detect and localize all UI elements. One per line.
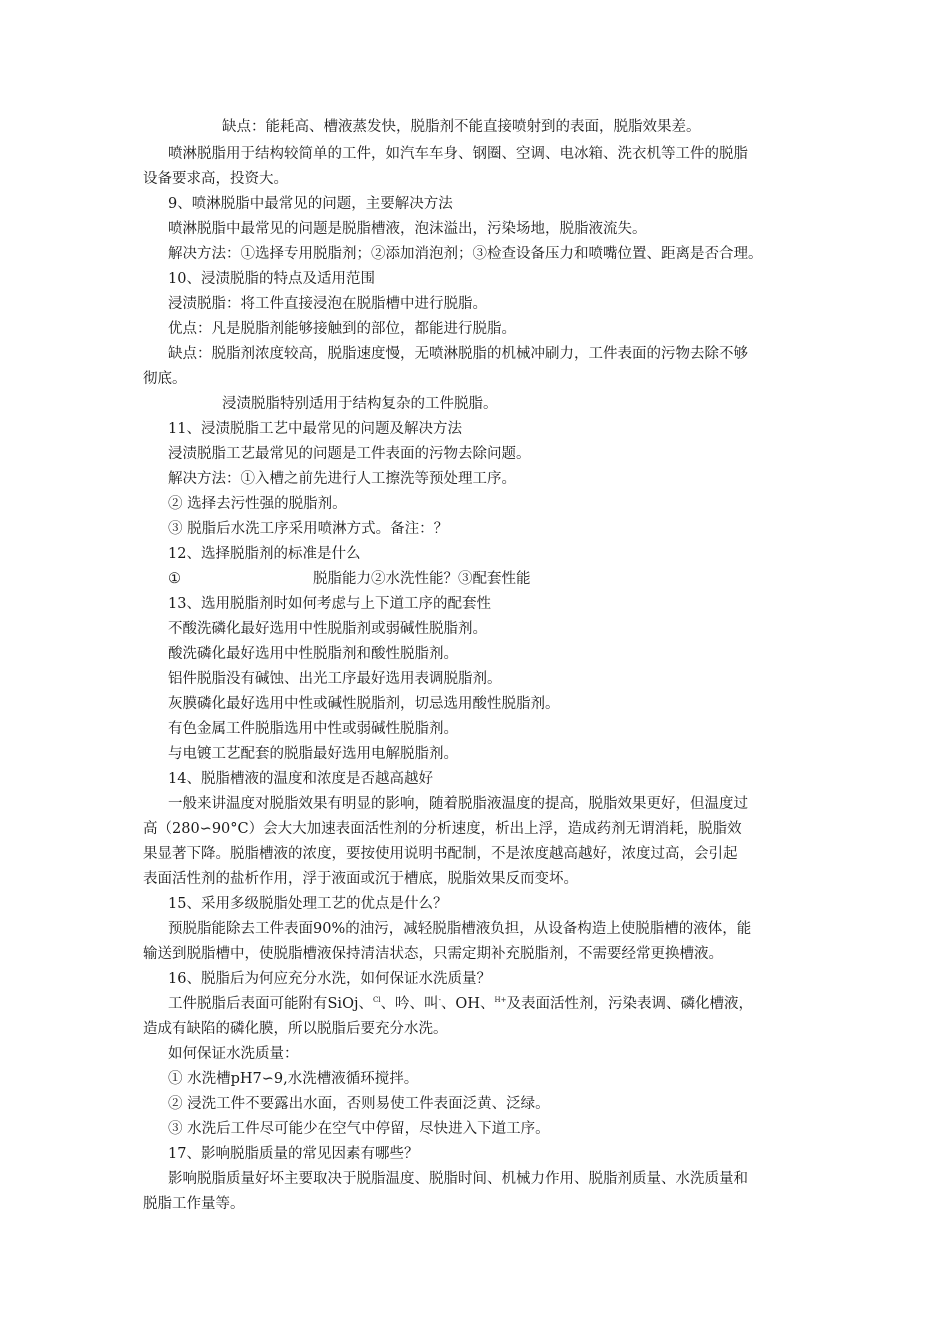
text-line: 有色金属工件脱脂选用中性或弱碱性脱脂剂。 bbox=[168, 721, 458, 737]
list-item: ② 选择去污性强的脱脂剂。 bbox=[168, 496, 347, 512]
list-item: ③ 水洗后工件尽可能少在空气中停留，尽快进入下道工序。 bbox=[168, 1121, 550, 1137]
superscript: + bbox=[500, 996, 507, 1005]
text-segment: 工件脱脂后表面可能附有SiOj、 bbox=[168, 996, 373, 1012]
text-line: 脱脂工作量等。 bbox=[143, 1196, 245, 1212]
text-line: 不酸洗磷化最好选用中性脱脂剂或弱碱性脱脂剂。 bbox=[168, 621, 487, 637]
text-line: 解决方法：①选择专用脱脂剂；②添加消泡剂；③检查设备压力和喷嘴位置、距离是否合理。 bbox=[168, 246, 763, 262]
text-line: 彻底。 bbox=[143, 371, 187, 387]
heading-13: 13、选用脱脂剂时如何考虑与上下道工序的配套性 bbox=[168, 596, 491, 612]
superscript: - bbox=[438, 996, 441, 1005]
text-line: 浸渍脱脂特别适用于结构复杂的工件脱脂。 bbox=[222, 396, 498, 412]
text-segment: 及表面活性剂，污染表调、磷化槽液， bbox=[506, 996, 753, 1012]
heading-17: 17、影响脱脂质量的常见因素有哪些？ bbox=[168, 1146, 419, 1162]
text-line: 预脱脂能除去工件表面90%的油污，减轻脱脂槽液负担，从设备构造上使脱脂槽的液体，能 bbox=[168, 921, 752, 937]
text-line: 脱脂能力②水洗性能？③配套性能 bbox=[313, 571, 531, 587]
text-line: 喷淋脱脂用于结构较简单的工件，如汽车车身、钢圈、空调、电冰箱、洗衣机等工件的脱脂 bbox=[168, 146, 748, 162]
text-line: 高（280∽90°C）会大大加速表面活性剂的分析速度，析出上浮，造成药剂无谓消耗，脱脂效 bbox=[143, 821, 742, 837]
heading-15: 15、采用多级脱脂处理工艺的优点是什么？ bbox=[168, 896, 448, 912]
list-item: ③ 脱脂后水洗工序采用喷淋方式。备注：？ bbox=[168, 521, 449, 537]
heading-11: 11、浸渍脱脂工艺中最常见的问题及解决方法 bbox=[168, 421, 462, 437]
text-line: 浸渍脱脂：将工件直接浸泡在脱脂槽中进行脱脂。 bbox=[168, 296, 487, 312]
heading-14: 14、脱脂槽液的温度和浓度是否越高越好 bbox=[168, 771, 433, 787]
text-line: 喷淋脱脂中最常见的问题是脱脂槽液，泡沫溢出，污染场地，脱脂液流失。 bbox=[168, 221, 647, 237]
heading-10: 10、浸渍脱脂的特点及适用范围 bbox=[168, 271, 375, 287]
list-item: ② 浸洗工件不要露出水面，否则易使工件表面泛黄、泛绿。 bbox=[168, 1096, 550, 1112]
list-item: ① 水洗槽pH7∽9,水洗槽液循环搅拌。 bbox=[168, 1071, 419, 1087]
heading-16: 16、脱脂后为何应充分水洗，如何保证水洗质量？ bbox=[168, 971, 491, 987]
text-line-with-formulas bbox=[168, 994, 753, 1014]
list-marker: ① bbox=[168, 571, 181, 587]
superscript: Cl bbox=[372, 996, 381, 1005]
text-line: 影响脱脂质量好坏主要取决于脱脂温度、脱脂时间、机械力作用、脱脂剂质量、水洗质量和 bbox=[168, 1171, 748, 1187]
text-line: 浸渍脱脂工艺最常见的问题是工件表面的污物去除问题。 bbox=[168, 446, 531, 462]
text-line: 表面活性剂的盐析作用，浮于液面或沉于槽底，脱脂效果反而变坏。 bbox=[143, 871, 578, 887]
text-segment: 、OH、 bbox=[440, 996, 495, 1012]
heading-9: 9、喷淋脱脂中最常见的问题，主要解决方法 bbox=[168, 196, 453, 212]
text-line: 造成有缺陷的磷化膜，所以脱脂后要充分水洗。 bbox=[143, 1021, 448, 1037]
text-line: 灰膜磷化最好选用中性或碱性脱脂剂，切忌选用酸性脱脂剂。 bbox=[168, 696, 560, 712]
text-line: 一般来讲温度对脱脂效果有明显的影响，随着脱脂液温度的提高，脱脂效果更好，但温度过 bbox=[168, 796, 748, 812]
text-line: 如何保证水洗质量： bbox=[168, 1046, 299, 1062]
text-line: 缺点：能耗高、槽液蒸发快，脱脂剂不能直接喷射到的表面，脱脂效果差。 bbox=[222, 119, 701, 135]
superscript: H bbox=[494, 996, 501, 1005]
text-line: 与电镀工艺配套的脱脂最好选用电解脱脂剂。 bbox=[168, 746, 458, 762]
heading-12: 12、选择脱脂剂的标准是什么 bbox=[168, 546, 361, 562]
text-segment: 、吟、叫 bbox=[380, 996, 439, 1012]
text-line: 铝件脱脂没有碱蚀、出光工序最好选用表调脱脂剂。 bbox=[168, 671, 502, 687]
text-line: 酸洗磷化最好选用中性脱脂剂和酸性脱脂剂。 bbox=[168, 646, 458, 662]
text-line: 缺点：脱脂剂浓度较高，脱脂速度慢，无喷淋脱脂的机械冲刷力，工件表面的污物去除不够 bbox=[168, 346, 748, 362]
text-line: 解决方法：①入槽之前先进行人工擦洗等预处理工序。 bbox=[168, 471, 516, 487]
text-line: 果显著下降。脱脂槽液的浓度，要按使用说明书配制，不是浓度越高越好，浓度过高，会引起 bbox=[143, 846, 738, 862]
text-line: 设备要求高，投资大。 bbox=[143, 171, 288, 187]
text-line: 输送到脱脂槽中，使脱脂槽液保持清洁状态，只需定期补充脱脂剂，不需要经常更换槽液。 bbox=[143, 946, 723, 962]
text-line: 优点：凡是脱脂剂能够接触到的部位，都能进行脱脂。 bbox=[168, 321, 516, 337]
